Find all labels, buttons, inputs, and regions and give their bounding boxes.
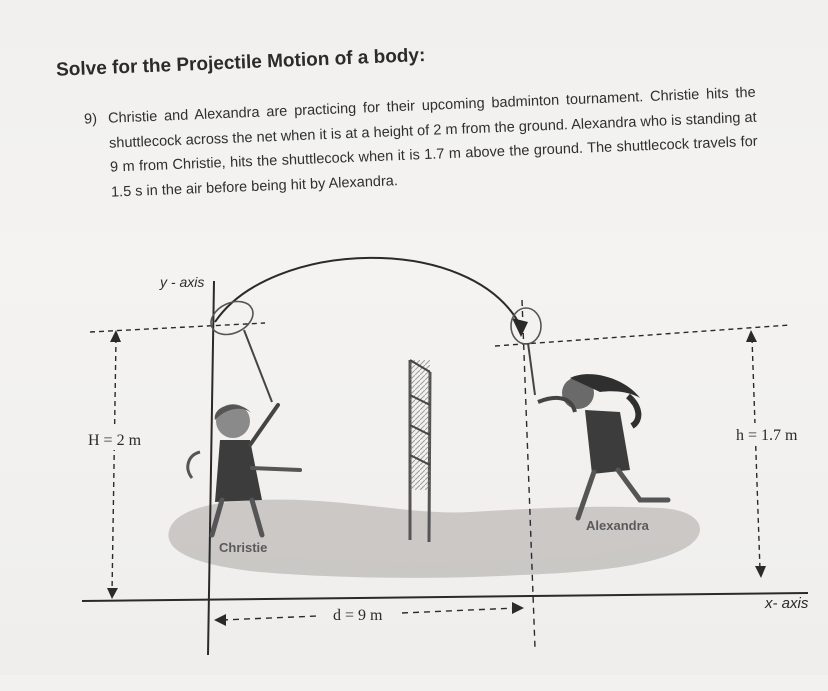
page-title: Solve for the Projectile Motion of a body:	[55, 44, 426, 81]
H-arrow-up	[110, 330, 121, 342]
alexandra-name-tag: Alexandra	[586, 518, 649, 533]
christie-figure	[188, 295, 300, 535]
h-label: h = 1.7 m	[736, 427, 798, 444]
h-dimension-line	[752, 338, 760, 570]
h-arrow-up	[746, 330, 757, 342]
d-dimension-line-right	[402, 608, 516, 613]
y-axis-label: y - axis	[160, 274, 205, 290]
trajectory-arc	[215, 258, 520, 325]
christie-name-tag: Christie	[219, 540, 268, 555]
x-axis-line	[82, 593, 808, 601]
d-dimension-line-left	[222, 616, 318, 620]
H-arrow-down	[107, 588, 118, 599]
problem-text: Christie and Alexandra are practicing for their upcoming badminton tournament. Christie hits the shuttlecock across the net when it is at a height of 2 m from the ground. Alexandra who is standing at 9 m from Christie, hits the shuttlecock when it is 1.7 m above the ground. The shuttlecock travels for 1.5 s in the air before being hit by Alexandra.	[107, 84, 758, 201]
H-label: H = 2 m	[88, 432, 142, 449]
problem-number: 9)	[83, 111, 98, 128]
trajectory-arrowhead	[512, 318, 528, 337]
d-arrow-right	[512, 602, 524, 614]
d-arrow-left	[214, 614, 226, 626]
h-arrow-down	[755, 566, 766, 578]
d-label: d = 9 m	[333, 607, 383, 624]
x-axis-label: x- axis	[765, 595, 809, 612]
H-dimension-line	[112, 338, 116, 593]
